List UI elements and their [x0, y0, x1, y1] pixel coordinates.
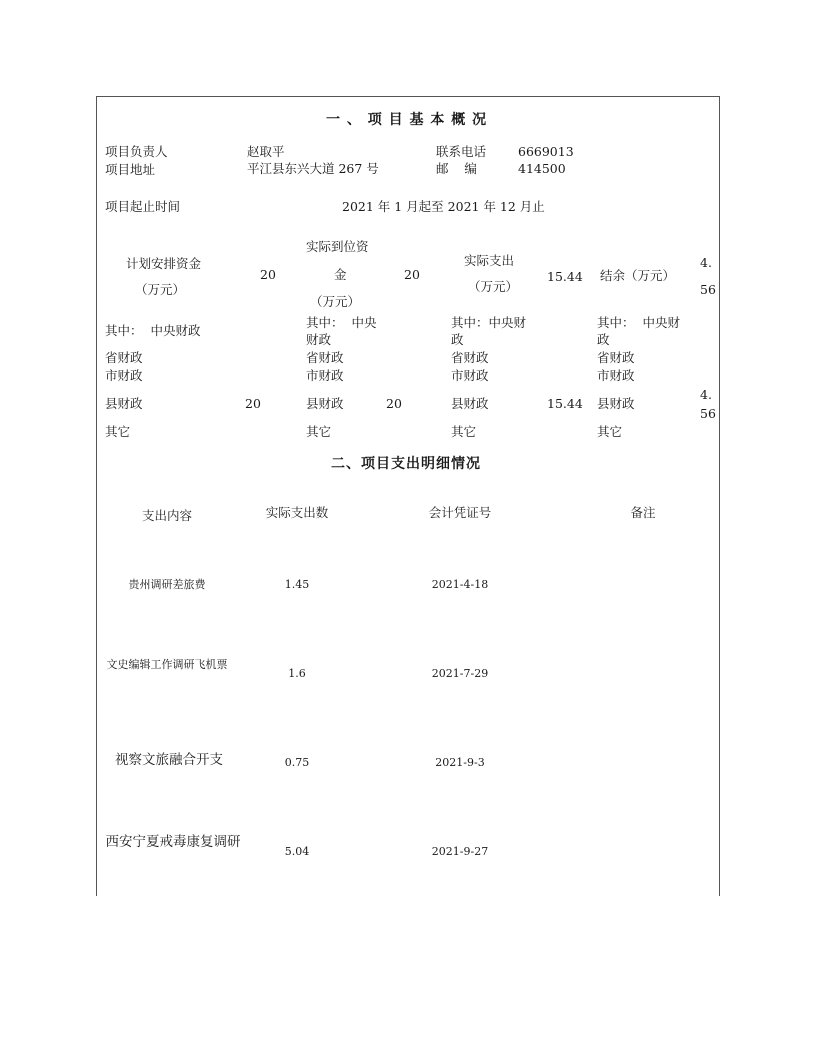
col3-province-label: 省财政	[451, 350, 489, 365]
col4-county-value-1: 4.	[700, 387, 712, 402]
document-frame	[96, 96, 720, 896]
col2-central-label-2: 财政	[306, 332, 332, 347]
col4-central-label-2: 政	[597, 332, 610, 347]
postcode-value: 414500	[518, 161, 566, 176]
col4-other-label: 其它	[597, 424, 623, 439]
planned-label: 计划安排资金	[126, 256, 202, 271]
col1-city-label: 市财政	[105, 368, 143, 383]
section1-title: 一 、 项 目 基 本 概 况	[326, 112, 488, 128]
row-4-amount: 5.04	[284, 845, 310, 858]
col3-central-label-2: 政	[451, 332, 464, 347]
row-1-content: 贵州调研差旅费	[128, 578, 206, 591]
leader-label: 项目负责人	[105, 144, 168, 159]
received-label: 实际到位资	[306, 239, 369, 254]
header-amount: 实际支出数	[265, 505, 329, 520]
col2-province-label: 省财政	[306, 350, 344, 365]
spent-label: 实际支出	[464, 253, 515, 268]
col4-county-label: 县财政	[597, 396, 635, 411]
col2-central-label: 其中： 中央	[306, 315, 377, 330]
row-4-voucher: 2021-9-27	[431, 845, 489, 858]
col3-county-value: 15.44	[547, 396, 583, 411]
col1-central-label: 其中： 中央财政	[105, 323, 201, 338]
period-value: 2021 年 1 月起至 2021 年 12 月止	[342, 199, 545, 214]
address-label: 项目地址	[105, 162, 156, 177]
col4-province-label: 省财政	[597, 350, 635, 365]
phone-value: 6669013	[518, 144, 574, 159]
period-label: 项目起止时间	[105, 199, 181, 214]
row-3-amount: 0.75	[284, 756, 310, 769]
balance-value-2: 56	[700, 282, 716, 297]
col3-county-label: 县财政	[451, 396, 489, 411]
row-2-voucher: 2021-7-29	[431, 667, 489, 680]
col2-county-value: 20	[386, 396, 402, 411]
spent-value: 15.44	[547, 269, 583, 284]
col1-county-value: 20	[245, 396, 261, 411]
col3-other-label: 其它	[451, 424, 477, 439]
row-1-voucher: 2021-4-18	[431, 578, 489, 591]
row-1-amount: 1.45	[284, 578, 310, 591]
header-voucher: 会计凭证号	[428, 505, 492, 520]
col4-central-label: 其中： 中央财	[597, 315, 680, 330]
postcode-label: 邮 编	[436, 161, 477, 176]
leader-value: 赵取平	[247, 144, 285, 159]
col1-other-label: 其它	[105, 424, 131, 439]
planned-unit: （万元）	[135, 282, 186, 297]
received-value: 20	[404, 267, 420, 282]
row-2-content: 文史编辑工作调研飞机票	[106, 658, 228, 671]
col3-city-label: 市财政	[451, 368, 489, 383]
col2-other-label: 其它	[306, 424, 332, 439]
col1-province-label: 省财政	[105, 350, 143, 365]
col2-county-label: 县财政	[306, 396, 344, 411]
row-2-amount: 1.6	[288, 667, 306, 680]
row-3-content: 视察文旅融合开支	[115, 752, 223, 768]
header-content: 支出内容	[141, 508, 192, 523]
balance-value-1: 4.	[700, 255, 712, 270]
spent-unit: （万元）	[468, 279, 519, 294]
col1-county-label: 县财政	[105, 396, 143, 411]
header-note: 备注	[630, 505, 656, 520]
col4-county-value-2: 56	[700, 406, 716, 421]
row-4-content: 西安宁夏戒毒康复调研	[105, 834, 241, 850]
col4-city-label: 市财政	[597, 368, 635, 383]
received-unit: （万元）	[310, 294, 361, 309]
phone-label: 联系电话	[436, 144, 487, 159]
planned-value: 20	[260, 267, 276, 282]
col2-city-label: 市财政	[306, 368, 344, 383]
balance-label: 结余（万元）	[600, 268, 676, 283]
col3-central-label: 其中：中央财	[451, 315, 527, 330]
row-3-voucher: 2021-9-3	[435, 756, 485, 769]
section2-title: 二、项目支出明细情况	[331, 456, 481, 472]
address-value: 平江县东兴大道 267 号	[247, 161, 379, 176]
received-label-2: 金	[334, 267, 347, 282]
